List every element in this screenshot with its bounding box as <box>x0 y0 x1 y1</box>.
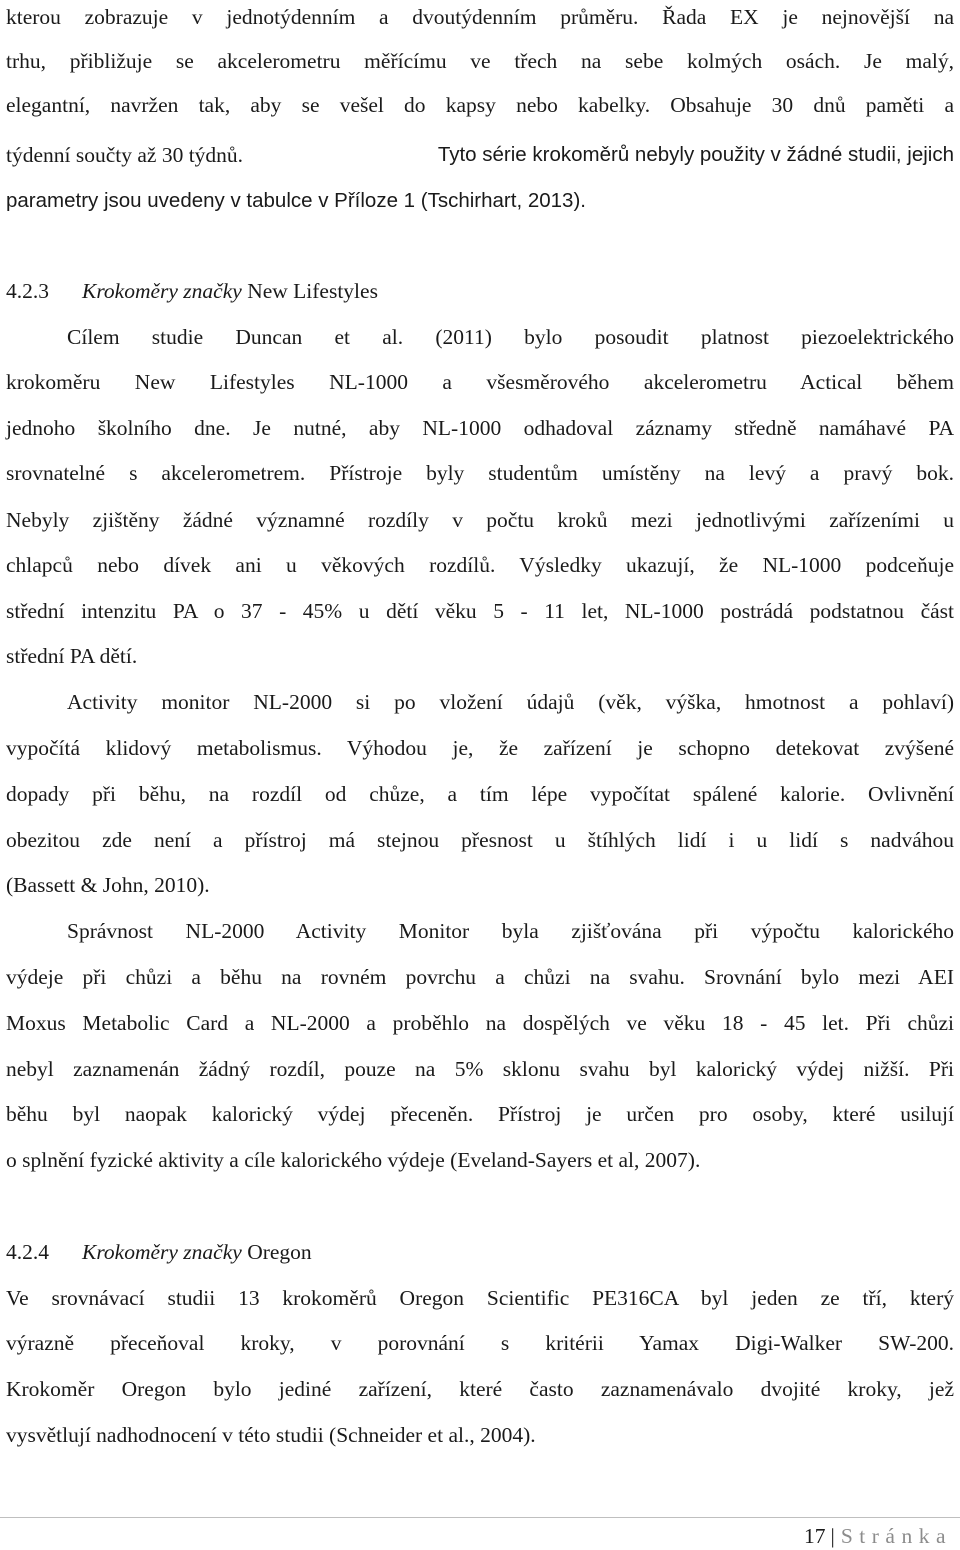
paragraph-line: výdeje při chůzi a běhu na rovném povrchu a chůzi na svahu. Srovnání bylo mezi AEI <box>6 965 954 989</box>
section-title-italic: Krokoměry značky <box>82 1240 242 1264</box>
section-heading-4-2-3 <box>6 276 378 306</box>
paragraph-line-segment-sans: Tyto série krokoměrů nebyly použity v žádné studii, jejich <box>437 143 954 166</box>
paragraph-line-mixed <box>6 140 954 170</box>
paragraph-line: Activity monitor NL-2000 si po vložení údajů (věk, výška, hmotnost a pohlaví) <box>67 690 954 714</box>
paragraph-line: jednoho školního dne. Je nutné, aby NL-1000 odhadoval záznamy středně namáhavé PA <box>6 416 954 440</box>
paragraph-line: nebyl zaznamenán žádný rozdíl, pouze na 5% sklonu svahu byl kalorický výdej nižší. Při <box>6 1057 954 1081</box>
paragraph-line: Moxus Metabolic Card a NL-2000 a proběhlo na dospělých ve věku 18 - 45 let. Při chůzi <box>6 1011 954 1035</box>
page-number <box>804 1522 952 1550</box>
section-heading-4-2-4 <box>6 1237 312 1267</box>
page-footer <box>0 1508 960 1550</box>
paragraph-line: krokoměru New Lifestyles NL-1000 a všesměrového akcelerometru Actical během <box>6 370 954 394</box>
section-title-italic: Krokoměry značky <box>82 279 242 303</box>
paragraph-line: Ve srovnávací studii 13 krokoměrů Oregon Scientific PE316CA byl jeden ze tří, který <box>6 1286 954 1310</box>
paragraph-line: dopady při běhu, na rozdíl od chůze, a tím lépe vypočítat spálené kalorie. Ovlivnění <box>6 782 954 806</box>
paragraph-line: o splnění fyzické aktivity a cíle kalorického výdeje (Eveland-Sayers et al, 2007). <box>6 1148 701 1172</box>
paragraph-line: výrazně přeceňoval kroky, v porovnání s kritérii Yamax Digi-Walker SW-200. <box>6 1331 954 1355</box>
paragraph-line: běhu byl naopak kalorický výdej přeceněn. Přístroj je určen pro osoby, které usilují <box>6 1102 954 1126</box>
paragraph-line: Krokoměr Oregon bylo jediné zařízení, které často zaznamenávalo dvojité kroky, jež <box>6 1377 954 1401</box>
paragraph-line-sans: parametry jsou uvedeny v tabulce v Příloze 1 (Tschirhart, 2013). <box>6 189 586 212</box>
paragraph-line: Správnost NL-2000 Activity Monitor byla zjišťována při výpočtu kalorického <box>67 919 954 943</box>
paragraph-line: elegantní, navržen tak, aby se vešel do kapsy nebo kabelky. Obsahuje 30 dnů paměti a <box>6 93 954 117</box>
paragraph-line: obezitou zde není a přístroj má stejnou přesnost u štíhlých lidí i u lidí s nadváhou <box>6 828 954 852</box>
paragraph-line: (Bassett & John, 2010). <box>6 873 210 897</box>
footer-divider <box>0 1517 960 1518</box>
page-word: Stránka <box>840 1524 952 1548</box>
paragraph-line: střední intenzitu PA o 37 - 45% u dětí věku 5 - 11 let, NL-1000 postrádá podstatnou část <box>6 599 954 623</box>
paragraph-line: trhu, přibližuje se akcelerometru měřícímu ve třech na sebe kolmých osách. Je malý, <box>6 49 954 73</box>
section-number: 4.2.3 <box>6 279 49 303</box>
section-title-rest: New Lifestyles <box>241 279 378 303</box>
paragraph-line: vysvětlují nadhodnocení v této studii (Schneider et al., 2004). <box>6 1423 536 1447</box>
section-number: 4.2.4 <box>6 1240 49 1264</box>
paragraph-line: vypočítá klidový metabolismus. Výhodou je, že zařízení je schopno detekovat zvýšené <box>6 736 954 760</box>
page-number-separator: | <box>830 1524 835 1548</box>
paragraph-line: Nebyly zjištěny žádné významné rozdíly v počtu kroků mezi jednotlivými zařízeními u <box>6 508 954 532</box>
paragraph-line: srovnatelné s akcelerometrem. Přístroje byly studentům umístěny na levý a pravý bok. <box>6 461 954 485</box>
paragraph-line: kterou zobrazuje v jednotýdenním a dvoutýdenním průměru. Řada EX je nejnovější na <box>6 5 954 29</box>
paragraph-line: Cílem studie Duncan et al. (2011) bylo posoudit platnost piezoelektrického <box>67 325 954 349</box>
paragraph-line: chlapců nebo dívek ani u věkových rozdílů. Výsledky ukazují, že NL-1000 podceňuje <box>6 553 954 577</box>
paragraph-line-segment: týdenní součty až 30 týdnů. <box>6 143 244 167</box>
section-title-rest: Oregon <box>241 1240 312 1264</box>
page-number-value: 17 <box>804 1524 826 1548</box>
paragraph-line: střední PA dětí. <box>6 644 138 668</box>
